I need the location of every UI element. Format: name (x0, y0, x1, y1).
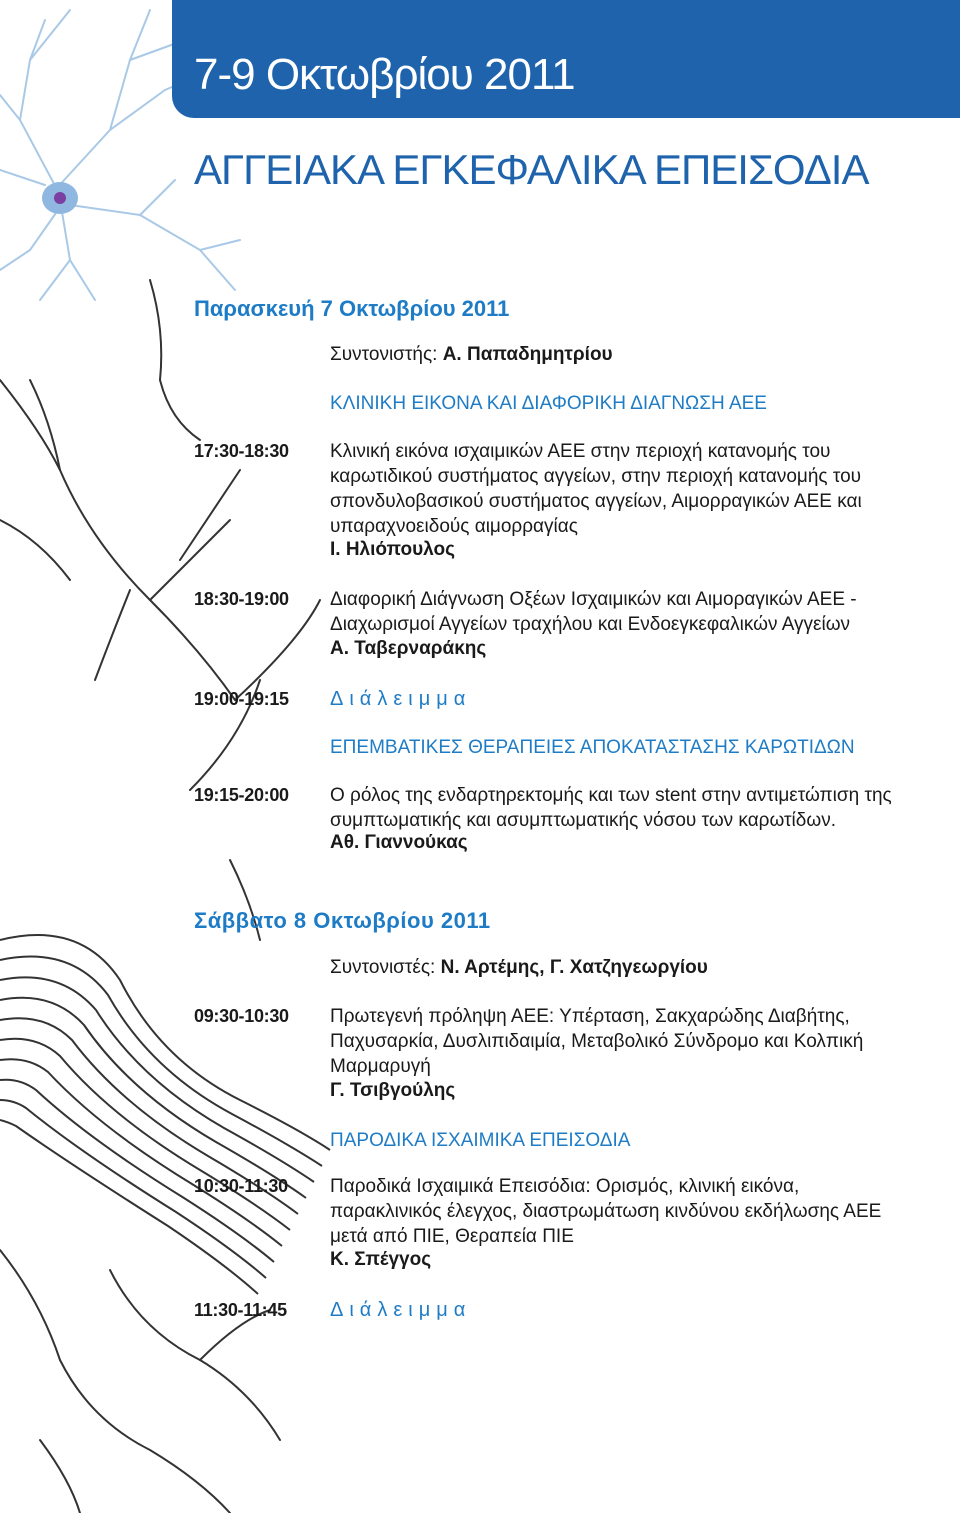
description-line: Μαρμαρυγή (330, 1056, 431, 1077)
section-title-clinical: ΚΛΙΝΙΚΗ ΕΙΚΟΝΑ ΚΑΙ ΔΙΑΦΟΡΙΚΗ ΔΙΑΓΝΩΣΗ ΑΕΕ (330, 393, 767, 414)
session-time: 17:30-18:30 (194, 441, 289, 461)
break-label: Διάλειμμα (330, 688, 472, 710)
break-label: Διάλειμμα (330, 1299, 472, 1321)
session-description (330, 1174, 958, 1249)
description-line: Κλινική εικόνα ισχαιμικών ΑΕΕ στην περιοχή κατανομής του (330, 441, 831, 462)
session-description (330, 1004, 958, 1079)
coordinator-label: Συντονιστής: (330, 344, 438, 365)
description-line: υπαραχνοειδούς αιμορραγίας (330, 516, 578, 537)
break-time: 19:00-19:15 (194, 689, 289, 709)
session-speaker: Αθ. Γιαννούκας (330, 832, 468, 853)
session-speaker: Κ. Σπέγγος (330, 1249, 432, 1270)
session-speaker: Ι. Ηλιόπουλος (330, 539, 455, 560)
coordinator-name: Ν. Αρτέμης, Γ. Χατζηγεωργίου (440, 957, 708, 978)
description-line: Διαφορική Διάγνωση Οξέων Ισχαιμικών και Αιμοραγικών ΑΕΕ - (330, 589, 857, 610)
section-title-interventional: ΕΠΕΜΒΑΤΙΚΕΣ ΘΕΡΑΠΕΙΕΣ ΑΠΟΚΑΤΑΣΤΑΣΗΣ ΚΑΡΩΤΙΔΩΝ (330, 737, 855, 758)
day1-coordinator (330, 342, 613, 367)
session-time: 19:15-20:00 (194, 785, 289, 805)
session-speaker: Γ. Τσιβγούλης (330, 1080, 456, 1101)
description-line: Παροδικά Ισχαιμικά Επεισόδια: Ορισμός, κλινική εικόνα, (330, 1176, 800, 1197)
coordinator-name: Α. Παπαδημητρίου (442, 344, 613, 365)
day1-heading: Παρασκευή 7 Οκτωβρίου 2011 (194, 296, 510, 321)
description-line: Διαχωρισμοί Αγγείων τραχήλου και Ενδοεγκεφαλικών Αγγείων (330, 614, 851, 635)
nerve-fiber-bundle (0, 935, 330, 1294)
event-date: 7-9 Οκτωβρίου 2011 (194, 50, 575, 99)
description-line: μετά από ΠΙΕ, Θεραπεία ΠΙΕ (330, 1226, 574, 1247)
description-line: σπονδυλοβασικού συστήματος αγγείων, Αιμορραγικών ΑΕΕ και (330, 491, 862, 512)
session-description (330, 587, 958, 637)
description-line: παρακλινικός έλεγχος, διαστρωμάτωση κινδύνου εκδήλωσης ΑΕΕ (330, 1201, 882, 1222)
session-description (330, 783, 958, 833)
description-line: συμπτωματικής και ασυμπτωματικής νόσου των καρωτίδων. (330, 810, 836, 831)
session-speaker: Α. Ταβερναράκης (330, 638, 487, 659)
description-line: Παχυσαρκία, Δυσλιπιδαιμία, Μεταβολικό Σύνδρομο και Κολπική (330, 1031, 864, 1052)
day2-coordinator (330, 955, 708, 980)
coordinator-label: Συντονιστές: (330, 957, 436, 978)
description-line: καρωτιδικού συστήματος αγγείων, στην περιοχή κατανομής του (330, 466, 862, 487)
day2-heading: Σάββατο 8 Οκτωβρίου 2011 (194, 908, 491, 933)
section-title-tia: ΠΑΡΟΔΙΚΑ ΙΣΧΑΙΜΙΚΑ ΕΠΕΙΣΟΔΙΑ (330, 1130, 631, 1151)
session-time: 10:30-11:30 (194, 1176, 288, 1196)
description-line: Πρωτεγενή πρόληψη ΑΕΕ: Υπέρταση, Σακχαρώδης Διαβήτης, (330, 1006, 850, 1027)
page-title: ΑΓΓΕΙΑΚΑ ΕΓΚΕΦΑΛΙΚΑ ΕΠΕΙΣΟΔΙΑ (194, 146, 869, 193)
session-time: 18:30-19:00 (194, 589, 289, 609)
dendrite-lines (0, 280, 320, 790)
header-banner (172, 0, 960, 118)
session-description (330, 439, 958, 539)
session-time: 09:30-10:30 (194, 1006, 289, 1026)
break-time: 11:30-11:45 (194, 1300, 287, 1320)
description-line: Ο ρόλος της ενδαρτηρεκτομής και των stent στην αντιμετώπιση της (330, 785, 892, 806)
